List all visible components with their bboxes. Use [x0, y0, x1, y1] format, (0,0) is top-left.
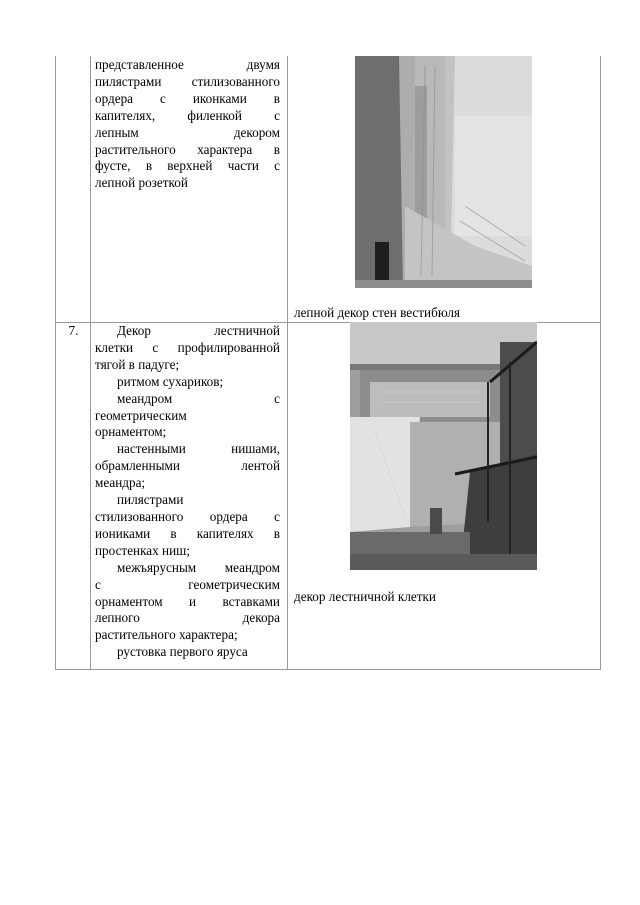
- text-line: ордера с иконками в: [95, 90, 280, 106]
- table-divider-number: [90, 56, 91, 670]
- text-line: орнаментом и вставками: [95, 593, 280, 609]
- row-prev-description: [95, 57, 280, 192]
- text-line: меандра;: [95, 475, 146, 491]
- text-line: пилястрами: [117, 492, 184, 508]
- text-line: Декор лестничной: [117, 323, 280, 338]
- text-line: межъярусным меандром: [117, 559, 280, 575]
- table-border-bottom: [55, 669, 601, 670]
- text-line: меандром с: [117, 390, 280, 406]
- text-line: обрамленными лентой: [95, 458, 280, 474]
- text-line: орнаментом;: [95, 424, 167, 440]
- text-line: представленное двумя: [95, 57, 280, 72]
- table-border-right: [600, 56, 601, 670]
- text-line: иониками в капителях в: [95, 525, 280, 541]
- photo-vestibule-wall-decor: [355, 56, 532, 288]
- row-7-description: [95, 323, 280, 661]
- table-border-left: [55, 56, 56, 670]
- text-line: рустовка первого яруса: [117, 644, 248, 660]
- photo-caption-staircase: декор лестничной клетки: [294, 589, 436, 604]
- photo-staircase-decor: [350, 322, 537, 570]
- text-line: настенными нишами,: [117, 441, 280, 457]
- text-line: ритмом сухариков;: [117, 373, 224, 389]
- text-line: пилястрами стилизованного: [95, 73, 280, 89]
- photo-caption-vestibule: лепной декор стен вестибюля: [294, 305, 460, 320]
- text-line: лепного декора: [95, 610, 280, 626]
- text-line: стилизованного ордера с: [95, 508, 280, 524]
- text-line: капителях, филенкой с: [95, 107, 280, 123]
- text-line: клетки с профилированной: [95, 339, 280, 355]
- row-number: 7.: [68, 323, 79, 338]
- text-line: геометрическим: [95, 407, 187, 423]
- table-divider-photo: [287, 56, 288, 670]
- text-line: растительного характера;: [95, 627, 238, 643]
- text-line: растительного характера в: [95, 141, 280, 157]
- text-line: простенках ниш;: [95, 542, 190, 558]
- text-line: лепным декором: [95, 124, 280, 140]
- text-line: фусте, в верхней части с: [95, 158, 280, 174]
- text-line: лепной розеткой: [95, 175, 188, 191]
- text-line: тягой в падуге;: [95, 356, 180, 372]
- text-line: с геометрическим: [95, 576, 280, 592]
